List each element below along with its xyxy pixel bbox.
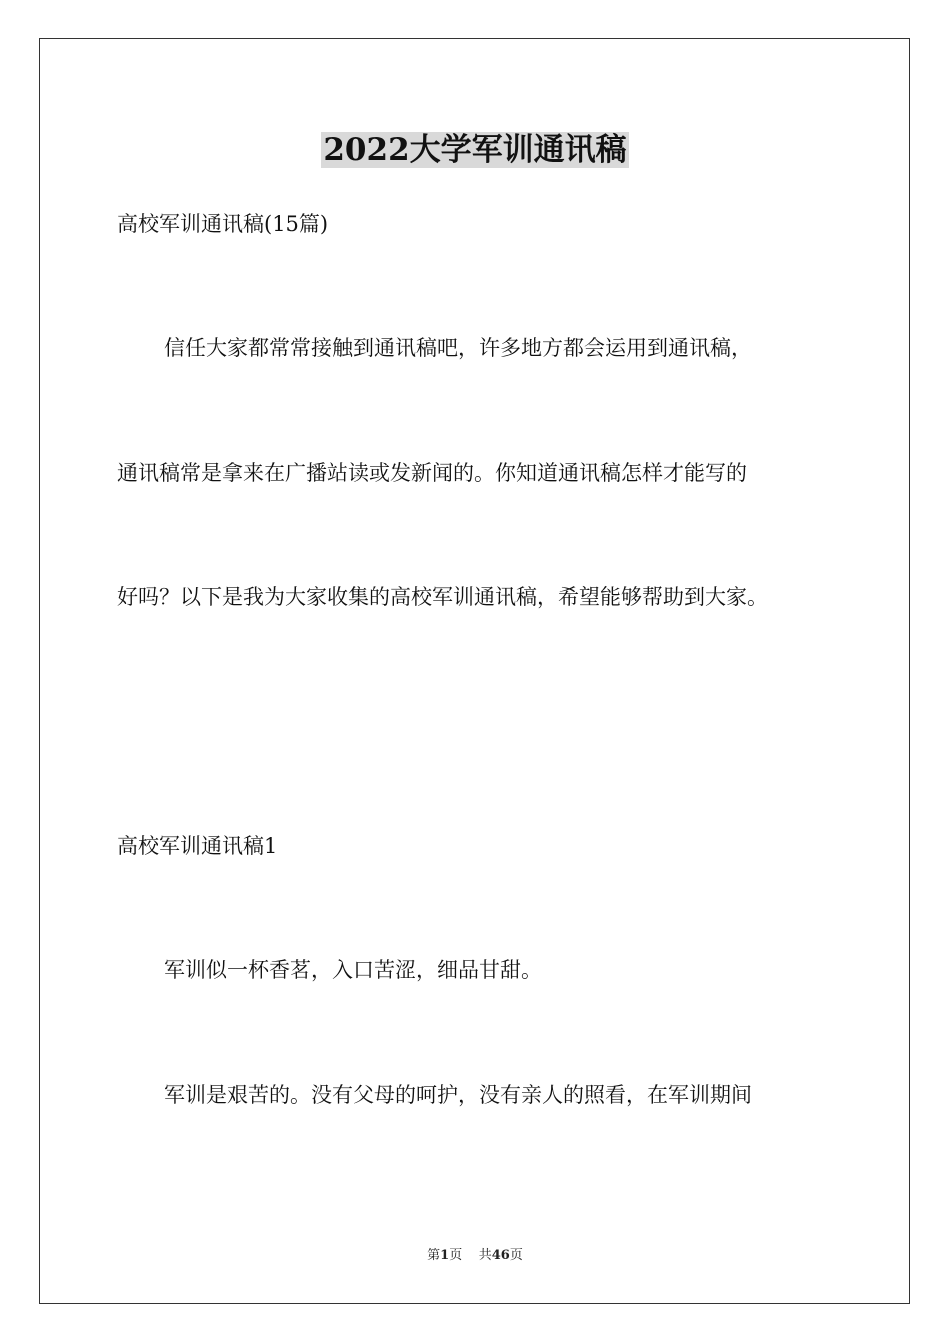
intro-line-1: 信任大家都常常接触到通讯稿吧，许多地方都会运用到通讯稿， xyxy=(164,336,752,360)
section-heading: 高校军训通讯稿1 xyxy=(117,834,278,858)
footer-total-suffix: 页 xyxy=(509,1248,523,1263)
footer-page-number: 1 xyxy=(440,1248,450,1263)
page-footer xyxy=(0,1247,950,1265)
document-subtitle: 高校军训通讯稿(15篇) xyxy=(117,212,329,236)
footer-page-prefix: 第 xyxy=(427,1248,441,1263)
footer-page-suffix: 页 xyxy=(449,1248,463,1263)
intro-line-2: 通讯稿常是拿来在广播站读或发新闻的。你知道通讯稿怎样才能写的 xyxy=(117,461,747,485)
intro-line-3: 好吗？以下是我为大家收集的高校军训通讯稿，希望能够帮助到大家。 xyxy=(117,585,768,609)
document-title xyxy=(0,128,950,172)
document-title-text: 2022大学军训通讯稿 xyxy=(323,132,627,168)
body-line-1: 军训似一杯香茗，入口苦涩，细品甘甜。 xyxy=(164,958,542,982)
footer-total-pages: 46 xyxy=(491,1248,510,1263)
body-line-2: 军训是艰苦的。没有父母的呵护，没有亲人的照看，在军训期间 xyxy=(164,1083,752,1107)
footer-total-prefix: 共 xyxy=(478,1248,492,1263)
